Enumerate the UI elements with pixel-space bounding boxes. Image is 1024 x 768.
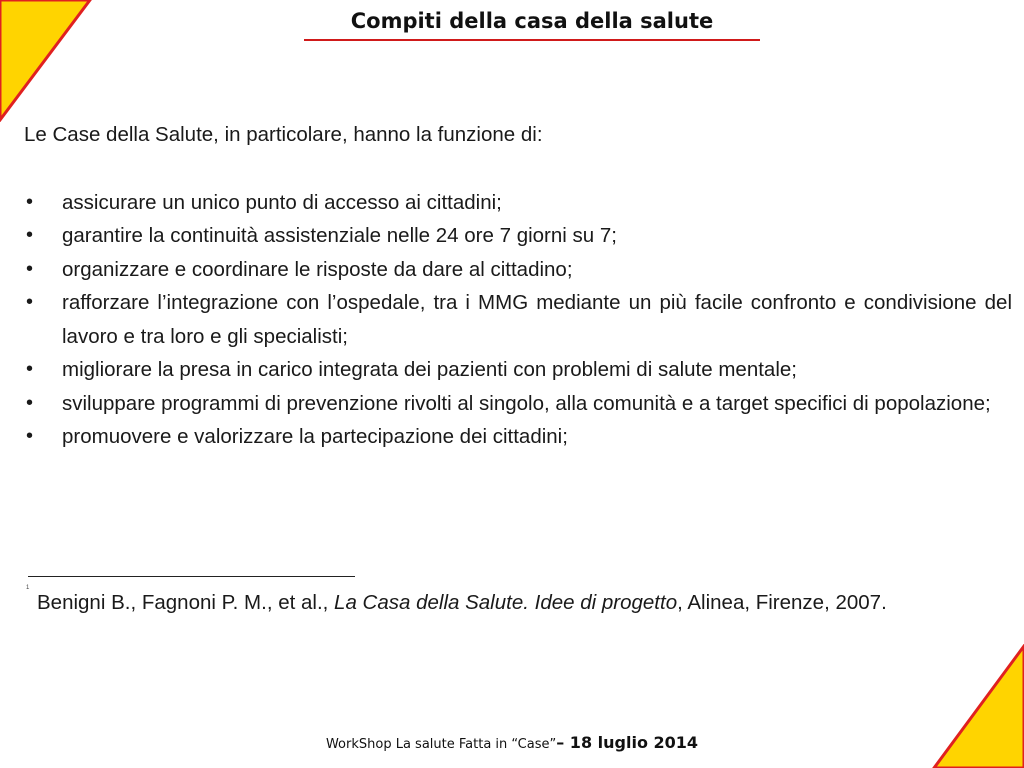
- bullet-text: garantire la continuità assistenziale nelle 24 ore 7 giorni su 7;: [62, 224, 617, 247]
- corner-decoration-top-left: [0, 0, 92, 122]
- slide-content: [24, 118, 1012, 454]
- footnote-citation: [37, 588, 887, 618]
- bullet-text: promuovere e valorizzare la partecipazione dei cittadini;: [62, 425, 568, 448]
- footnote-book-title: La Casa della Salute. Idee di progetto: [334, 591, 678, 614]
- slide-title-container: [304, 6, 760, 36]
- footnote-publisher: , Alinea, Firenze, 2007.: [677, 591, 887, 614]
- bullet-dot-icon: •: [26, 425, 34, 447]
- slide-footer: [0, 733, 1024, 752]
- bullet-item: [24, 286, 1012, 353]
- bullet-dot-icon: •: [26, 190, 34, 213]
- bullet-text: migliorare la presa in carico integrata dei pazienti con problemi di salute mentale;: [62, 358, 797, 381]
- bullet-item: [24, 353, 1012, 387]
- bullet-text: sviluppare programmi di prevenzione rivolti al singolo, alla comunità e a target specifici di popolazione;: [62, 391, 991, 415]
- intro-text: Le Case della Salute, in particolare, hanno la funzione di:: [24, 123, 543, 146]
- bullet-item: [24, 186, 1012, 220]
- title-underline: [304, 39, 760, 41]
- bullet-text: assicurare un unico punto di accesso ai cittadini;: [62, 190, 502, 214]
- bullet-item: [24, 387, 1012, 421]
- footnote-divider: [28, 576, 355, 577]
- bullet-dot-icon: •: [26, 391, 34, 414]
- footer-event: WorkShop La salute Fatta in “Case”: [325, 737, 557, 752]
- slide-title: Compiti della casa della salute: [350, 9, 714, 33]
- bullet-dot-icon: •: [26, 224, 34, 246]
- bullet-item: [24, 253, 1012, 287]
- bullet-text: rafforzare l’integrazione con l’ospedale, tra i MMG mediante un più facile confronto e condivisione del lavoro e tra loro e gli specialisti;: [62, 291, 1012, 348]
- bullet-item: [24, 219, 1012, 253]
- footer-date: – 18 luglio 2014: [556, 733, 699, 752]
- footnote-authors: Benigni B., Fagnoni P. M., et al.,: [37, 591, 335, 614]
- bullet-text: organizzare e coordinare le risposte da dare al cittadino;: [62, 257, 573, 281]
- bullet-dot-icon: •: [26, 358, 34, 380]
- bullet-dot-icon: •: [26, 291, 34, 313]
- footnote-mark: 1: [26, 585, 30, 591]
- bullet-list: [24, 186, 1012, 454]
- bullet-item: [24, 420, 1012, 454]
- bullet-dot-icon: •: [26, 257, 34, 280]
